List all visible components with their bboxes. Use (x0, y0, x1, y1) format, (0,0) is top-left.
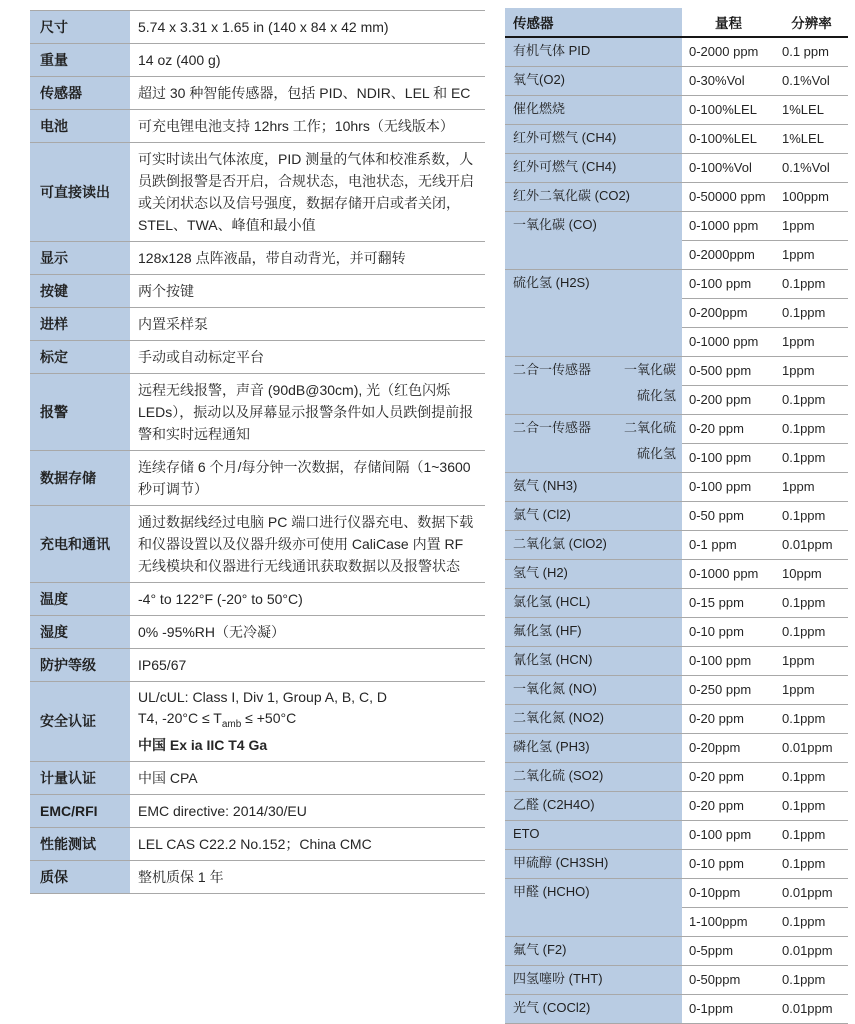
spec-label-cell: 数据存储 (30, 451, 130, 506)
sensor-resolution-cell: 0.1ppm (775, 618, 848, 647)
spec-value-cell: 手动或自动标定平台 (130, 341, 485, 374)
sensor-name-cell: 甲硫醇 (CH3SH) (505, 850, 682, 879)
spec-value-text: 中国 Ex ia IIC T4 Ga (138, 736, 268, 753)
spec-value-cell: 连续存储 6 个月/每分钟一次数据，存储间隔（1~3600 秒可调节） (130, 451, 485, 506)
spec-table (30, 10, 485, 894)
sensor-range-cell: 0-1ppm (682, 995, 775, 1024)
sensor-row (505, 212, 848, 241)
sensor-name-cell: 二氧化氯 (ClO2) (505, 531, 682, 560)
spec-label-cell: 安全认证 (30, 682, 130, 762)
spec-value-cell: 两个按键 (130, 275, 485, 308)
sensor-name-cell: 甲醛 (HCHO) (505, 879, 682, 937)
sensor-name-cell: 二氧化硫 (SO2) (505, 763, 682, 792)
sensor-range-cell: 0-10ppm (682, 879, 775, 908)
sensor-subname: 二氧化硫 (623, 420, 676, 435)
sensor-range-cell: 0-2000ppm (682, 241, 775, 270)
spec-label-cell: 报警 (30, 374, 130, 451)
sensor-name-cell: 氨气 (NH3) (505, 473, 682, 502)
sensor-resolution-cell: 0.1ppm (775, 502, 848, 531)
sensor-row (505, 154, 848, 183)
sensor-range-cell: 0-100%Vol (682, 154, 775, 183)
spec-label-cell: 电池 (30, 110, 130, 143)
sensor-range-cell: 0-1 ppm (682, 531, 775, 560)
sensor-range-cell: 0-100 ppm (682, 647, 775, 676)
spec-value-line (138, 708, 479, 735)
sensor-resolution-cell: 0.1%Vol (775, 67, 848, 96)
sensor-name-cell: 氢气 (H2) (505, 560, 682, 589)
sensor-name-cell: 红外可燃气 (CH4) (505, 154, 682, 183)
spec-value-cell: EMC directive: 2014/30/EU (130, 794, 485, 827)
sensor-row (505, 473, 848, 502)
spec-value-cell: 14 oz (400 g) (130, 44, 485, 77)
spec-value-cell: 0% -95%RH（无冷凝） (130, 616, 485, 649)
sensor-name-cell: 氰化氢 (HCN) (505, 647, 682, 676)
sensor-resolution-cell: 1%LEL (775, 125, 848, 154)
spec-value-cell: 128x128 点阵液晶，带自动背光，并可翻转 (130, 242, 485, 275)
sensor-resolution-cell: 0.1ppm (775, 705, 848, 734)
sensor-range-cell: 0-1000 ppm (682, 212, 775, 241)
sensor-resolution-cell: 0.1ppm (775, 908, 848, 937)
spec-row (30, 682, 485, 762)
sensor-resolution-cell: 10ppm (775, 560, 848, 589)
spec-label-cell: 防护等级 (30, 649, 130, 682)
sensor-range-cell: 0-500 ppm (682, 357, 775, 386)
sensor-range-cell: 0-100 ppm (682, 473, 775, 502)
sensor-resolution-cell: 1ppm (775, 328, 848, 357)
sensor-resolution-cell: 0.1 ppm (775, 37, 848, 67)
spec-value-cell: IP65/67 (130, 649, 485, 682)
sensor-name-cell: 氟气 (F2) (505, 937, 682, 966)
sensor-row (505, 821, 848, 850)
spec-label-cell: 尺寸 (30, 11, 130, 44)
spec-label-cell: 按键 (30, 275, 130, 308)
sensor-row (505, 270, 848, 299)
sensor-name-line (513, 357, 676, 383)
sensor-range-cell: 0-1000 ppm (682, 328, 775, 357)
spec-label-cell: 显示 (30, 242, 130, 275)
range-column-header: 量程 (682, 8, 775, 37)
spec-row (30, 451, 485, 506)
spec-label-cell: 可直接读出 (30, 143, 130, 242)
sensor-row (505, 647, 848, 676)
sensor-column-header: 传感器 (505, 8, 682, 37)
spec-row (30, 242, 485, 275)
sensor-name-cell: 红外可燃气 (CH4) (505, 125, 682, 154)
sensor-resolution-cell: 1ppm (775, 473, 848, 502)
sensor-name-line (513, 415, 676, 441)
sensor-subname: 一氧化碳 (623, 362, 676, 377)
spec-value-text: amb (221, 718, 242, 730)
sensor-range-cell: 0-200ppm (682, 299, 775, 328)
spec-value-cell: 可充电锂电池支持 12hrs 工作；10hrs（无线版本） (130, 110, 485, 143)
sensor-resolution-cell: 0.01ppm (775, 937, 848, 966)
sensor-row (505, 37, 848, 67)
sensor-range-cell: 0-50ppm (682, 966, 775, 995)
sensor-name-cell: 光气 (COCl2) (505, 995, 682, 1024)
sensor-name-cell: 一氧化碳 (CO) (505, 212, 682, 270)
sensor-row (505, 96, 848, 125)
spec-row (30, 616, 485, 649)
spec-row (30, 506, 485, 583)
spec-row (30, 77, 485, 110)
spec-row (30, 374, 485, 451)
spec-label-cell: EMC/RFI (30, 794, 130, 827)
sensor-resolution-cell: 0.1ppm (775, 299, 848, 328)
spec-label-cell: 标定 (30, 341, 130, 374)
resolution-column-header: 分辨率 (775, 8, 848, 37)
sensor-row (505, 589, 848, 618)
sensor-resolution-cell: 0.01ppm (775, 879, 848, 908)
sensor-subname: 硫化氢 (636, 388, 676, 403)
sensor-name-cell: 四氢噻吩 (THT) (505, 966, 682, 995)
spec-label-cell: 湿度 (30, 616, 130, 649)
spec-value-cell: LEL CAS C22.2 No.152；China CMC (130, 827, 485, 860)
sensor-range-cell: 0-250 ppm (682, 676, 775, 705)
sensor-name-cell: 氧气(O2) (505, 67, 682, 96)
spec-value-cell: 整机质保 1 年 (130, 860, 485, 893)
sensor-range-cell: 0-20 ppm (682, 792, 775, 821)
sensor-row (505, 560, 848, 589)
sensor-row (505, 618, 848, 647)
spec-label-cell: 进样 (30, 308, 130, 341)
sensor-range-cell: 0-10 ppm (682, 618, 775, 647)
spec-label-cell: 重量 (30, 44, 130, 77)
sensor-name-cell: 氟化氢 (HF) (505, 618, 682, 647)
sensor-name-cell: 氯气 (Cl2) (505, 502, 682, 531)
spec-row (30, 761, 485, 794)
sensor-name-cell (505, 357, 682, 415)
sensor-name-cell: 一氧化氮 (NO) (505, 676, 682, 705)
sensor-range-cell: 0-30%Vol (682, 67, 775, 96)
spec-value-text: UL/cUL: Class I, Div 1, Group A, B, C, D (138, 689, 387, 705)
sensor-row (505, 183, 848, 212)
spec-row (30, 649, 485, 682)
sensor-row (505, 705, 848, 734)
spec-value-cell: 可实时读出气体浓度，PID 测量的气体和校准系数，人员跌倒报警是否开启，合规状态，电池状态，无线开启或关闭状态以及信号强度，数据存储开启或者关闭，STEL、TWA、峰值和最小值 (130, 143, 485, 242)
sensor-range-cell: 0-2000 ppm (682, 37, 775, 67)
sensor-name: 二合一传感器 (513, 362, 592, 377)
spec-row (30, 275, 485, 308)
sensor-name-cell: 磷化氢 (PH3) (505, 734, 682, 763)
spec-value-line (138, 687, 479, 708)
spec-value-line (138, 735, 479, 756)
sensor-range-cell: 0-10 ppm (682, 850, 775, 879)
spec-label-cell: 质保 (30, 860, 130, 893)
sensor-table (505, 8, 848, 1024)
sensor-row (505, 502, 848, 531)
sensor-range-cell: 0-20 ppm (682, 705, 775, 734)
sensor-range-cell: 0-1000 ppm (682, 560, 775, 589)
sensor-subname: 硫化氢 (636, 446, 676, 461)
sensor-name-line (513, 383, 676, 409)
spec-value-cell: 5.74 x 3.31 x 1.65 in (140 x 84 x 42 mm) (130, 11, 485, 44)
sensor-resolution-cell: 0.1ppm (775, 444, 848, 473)
sensor-row (505, 995, 848, 1024)
sensor-resolution-cell: 1%LEL (775, 96, 848, 125)
sensor-row (505, 879, 848, 908)
sensor-range-cell: 0-100 ppm (682, 821, 775, 850)
sensor-row (505, 676, 848, 705)
spec-value-text: T4, -20°C ≤ T (138, 710, 222, 726)
sensor-resolution-cell: 1ppm (775, 647, 848, 676)
sensor-row (505, 792, 848, 821)
sensor-resolution-cell: 0.01ppm (775, 734, 848, 763)
sensor-name: 二合一传感器 (513, 420, 592, 435)
spec-value-cell: 内置采样泵 (130, 308, 485, 341)
spec-label-cell: 计量认证 (30, 761, 130, 794)
sensor-row (505, 850, 848, 879)
sensor-range-cell: 0-20ppm (682, 734, 775, 763)
spec-row (30, 143, 485, 242)
sensor-resolution-cell: 0.1ppm (775, 821, 848, 850)
spec-label-cell: 充电和通讯 (30, 506, 130, 583)
sensor-range-cell: 0-15 ppm (682, 589, 775, 618)
sensor-name-cell: 乙醛 (C2H4O) (505, 792, 682, 821)
sensor-row (505, 531, 848, 560)
sensor-resolution-cell: 0.1ppm (775, 966, 848, 995)
sensor-resolution-cell: 1ppm (775, 676, 848, 705)
spec-row (30, 308, 485, 341)
spec-value-text: ≤ +50°C (241, 710, 297, 726)
sensor-resolution-cell: 0.1ppm (775, 850, 848, 879)
spec-row (30, 110, 485, 143)
sensor-range-cell: 0-50 ppm (682, 502, 775, 531)
spec-row (30, 44, 485, 77)
sensor-resolution-cell: 0.01ppm (775, 531, 848, 560)
sensor-resolution-cell: 100ppm (775, 183, 848, 212)
sensor-name-cell: 硫化氢 (H2S) (505, 270, 682, 357)
sensor-row (505, 763, 848, 792)
sensor-row (505, 67, 848, 96)
spec-row (30, 583, 485, 616)
sensor-name-cell: ETO (505, 821, 682, 850)
spec-value-cell: 中国 CPA (130, 761, 485, 794)
spec-value-cell: -4° to 122°F (-20° to 50°C) (130, 583, 485, 616)
sensor-header-row (505, 8, 848, 37)
sensor-range-cell: 0-20 ppm (682, 763, 775, 792)
spec-row (30, 794, 485, 827)
sensor-row (505, 357, 848, 386)
sensor-name-cell: 红外二氧化碳 (CO2) (505, 183, 682, 212)
sensor-name-cell: 催化燃烧 (505, 96, 682, 125)
sensor-name-cell: 二氧化氮 (NO2) (505, 705, 682, 734)
spec-value-cell: 超过 30 种智能传感器，包括 PID、NDIR、LEL 和 EC (130, 77, 485, 110)
sensor-range-cell: 0-50000 ppm (682, 183, 775, 212)
sensor-resolution-cell: 1ppm (775, 212, 848, 241)
spec-row (30, 11, 485, 44)
sensor-resolution-cell: 0.1ppm (775, 415, 848, 444)
sensor-resolution-cell: 1ppm (775, 357, 848, 386)
spec-value-cell (130, 682, 485, 762)
spec-value-cell: 通过数据线经过电脑 PC 端口进行仪器充电、数据下载和仪器设置以及仪器升级亦可使用 CaliCase 内置 RF 无线模块和仪器进行无线通讯获取数据以及报警状态 (130, 506, 485, 583)
spec-value-cell: 远程无线报警，声音 (90dB@30cm), 光（红色闪烁 LEDs），振动以及屏幕显示报警条件如人员跌倒提前报警和实时远程通知 (130, 374, 485, 451)
sensor-resolution-cell: 0.1ppm (775, 763, 848, 792)
sensor-resolution-cell: 1ppm (775, 241, 848, 270)
spec-label-cell: 性能测试 (30, 827, 130, 860)
sensor-resolution-cell: 0.1ppm (775, 792, 848, 821)
sensor-row (505, 125, 848, 154)
spec-label-cell: 温度 (30, 583, 130, 616)
sensor-row (505, 937, 848, 966)
sensor-name-cell: 氯化氢 (HCL) (505, 589, 682, 618)
sensor-name-line (513, 441, 676, 467)
spec-row (30, 860, 485, 893)
sensor-name-cell (505, 415, 682, 473)
sensor-row (505, 966, 848, 995)
sensor-range-cell: 1-100ppm (682, 908, 775, 937)
sensor-name-cell: 有机气体 PID (505, 37, 682, 67)
spec-row (30, 827, 485, 860)
sensor-resolution-cell: 0.01ppm (775, 995, 848, 1024)
sensor-resolution-cell: 0.1ppm (775, 589, 848, 618)
sensor-range-cell: 0-100 ppm (682, 444, 775, 473)
sensor-range-cell: 0-20 ppm (682, 415, 775, 444)
sensor-row (505, 415, 848, 444)
sensor-range-cell: 0-100%LEL (682, 96, 775, 125)
sensor-resolution-cell: 0.1%Vol (775, 154, 848, 183)
sensor-row (505, 734, 848, 763)
sensor-resolution-cell: 0.1ppm (775, 386, 848, 415)
spec-row (30, 341, 485, 374)
sensor-resolution-cell: 0.1ppm (775, 270, 848, 299)
sensor-range-cell: 0-5ppm (682, 937, 775, 966)
spec-label-cell: 传感器 (30, 77, 130, 110)
sensor-range-cell: 0-100%LEL (682, 125, 775, 154)
sensor-range-cell: 0-200 ppm (682, 386, 775, 415)
sensor-range-cell: 0-100 ppm (682, 270, 775, 299)
